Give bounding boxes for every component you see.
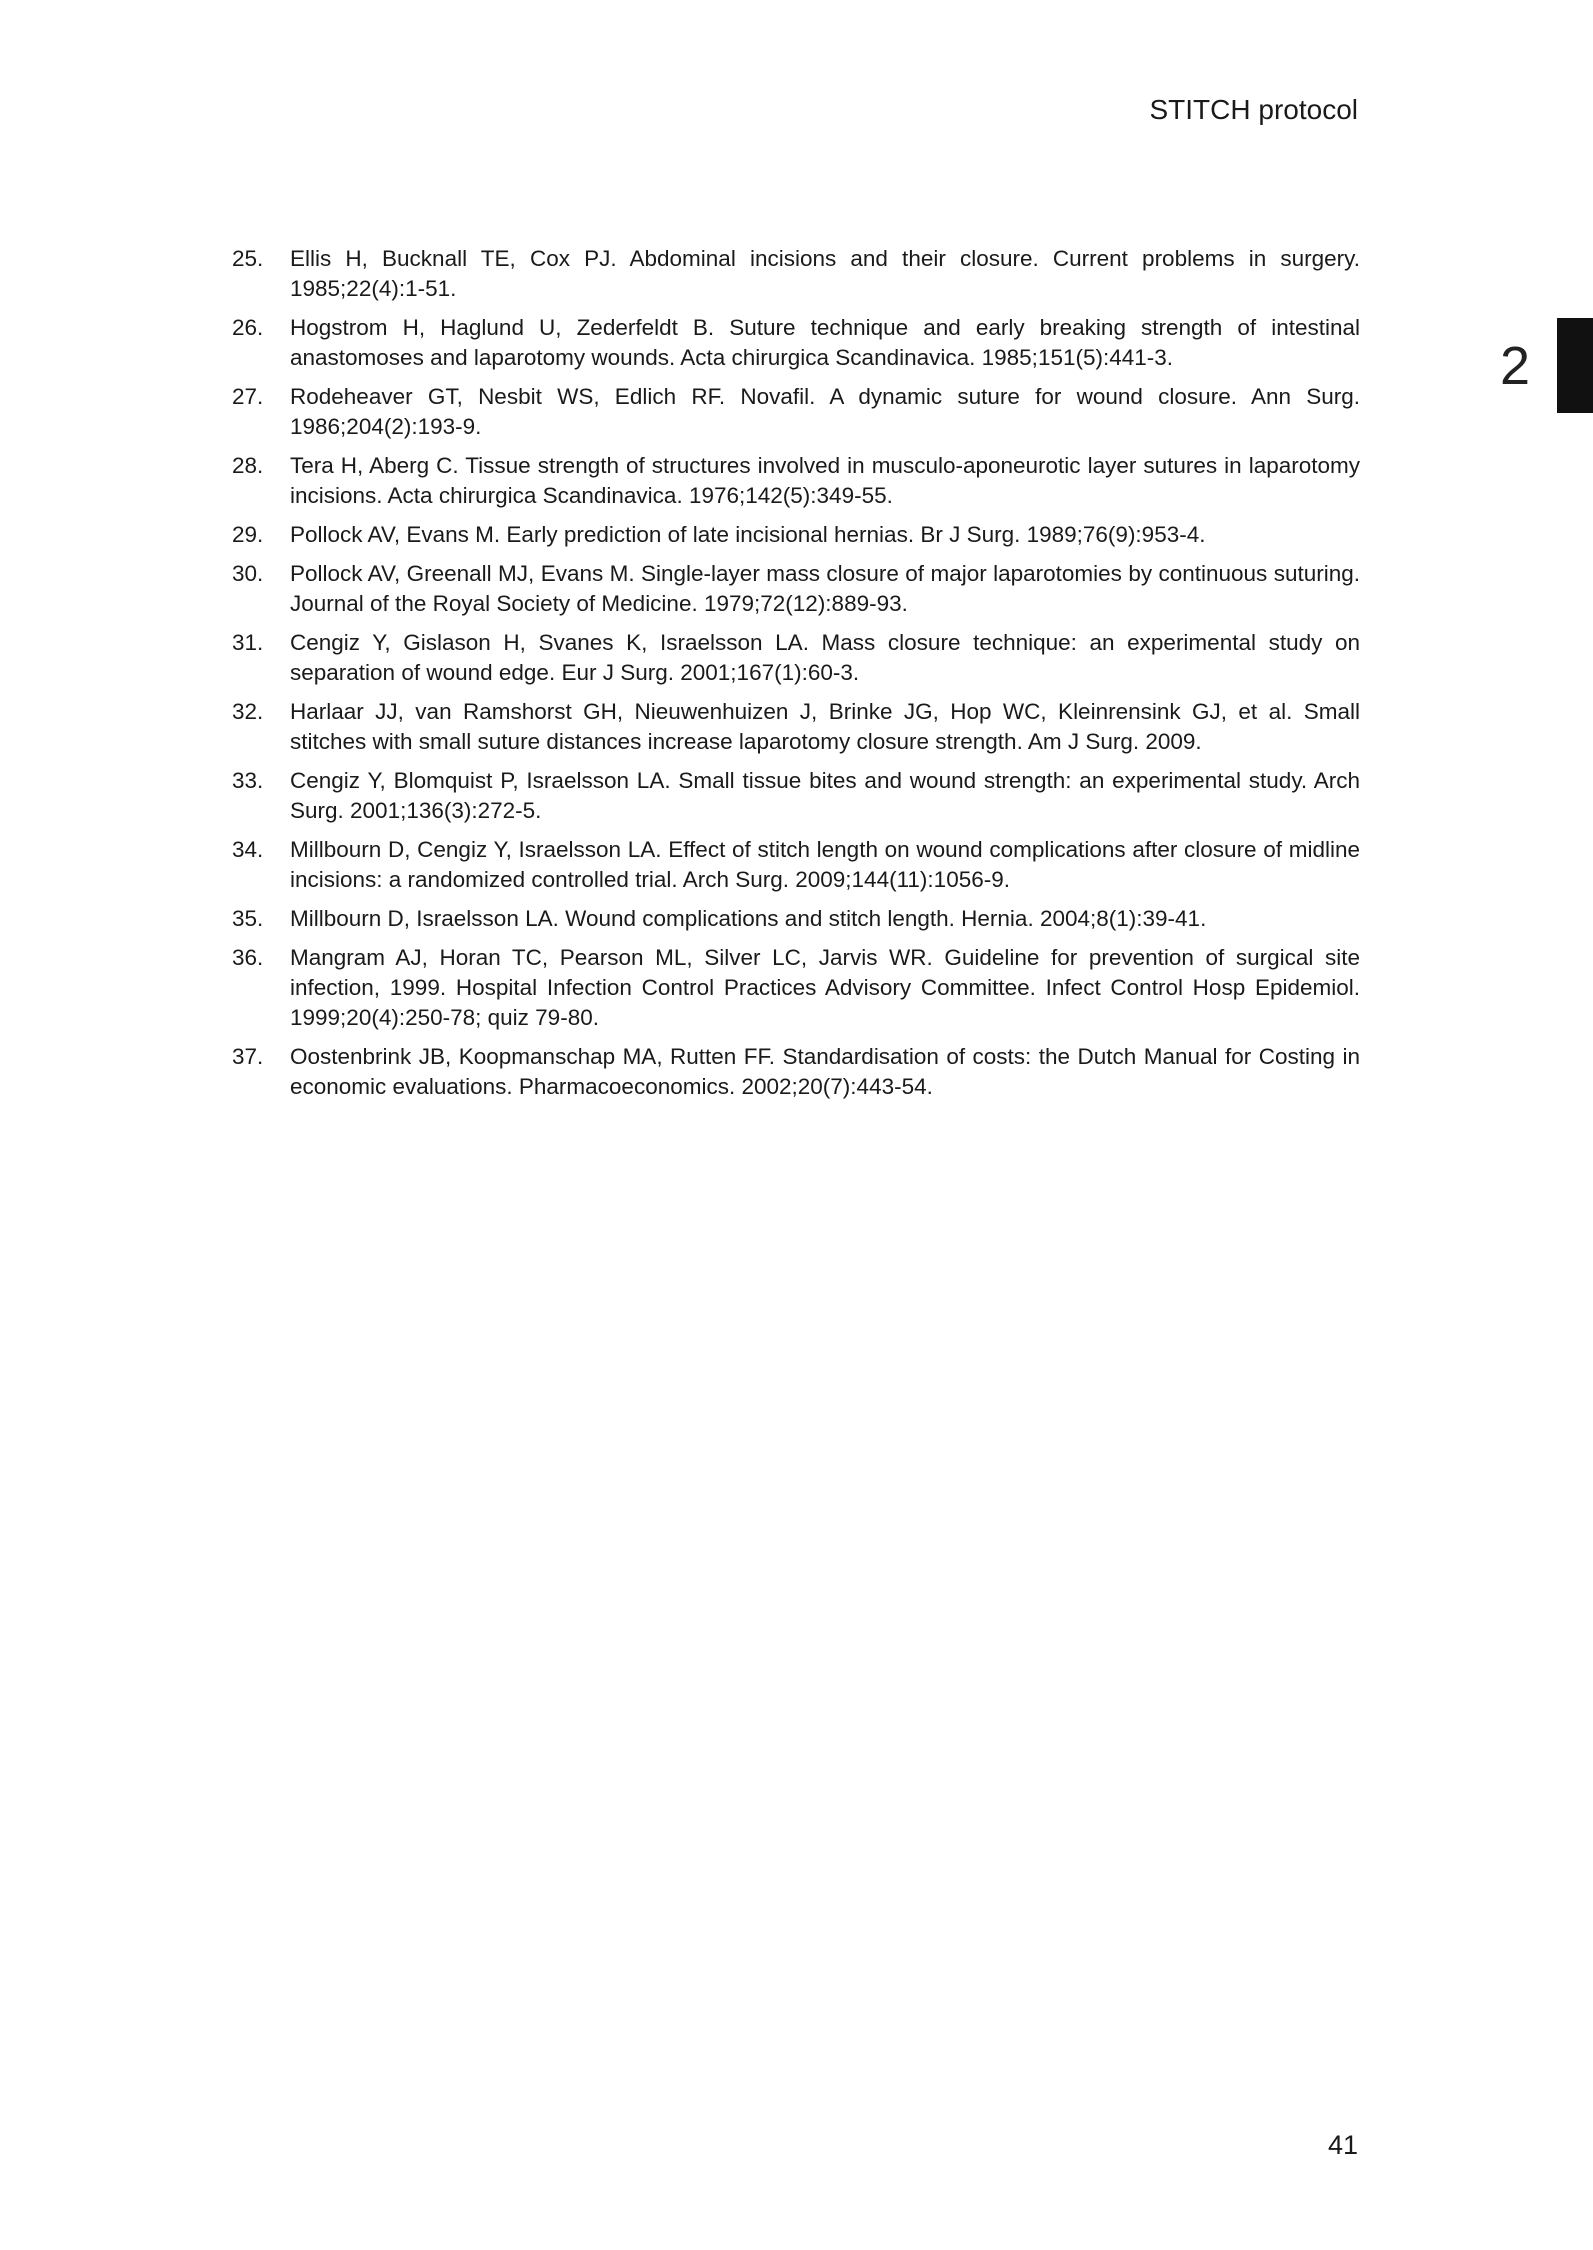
reference-number: 36. [232, 945, 264, 970]
reference-item [232, 382, 1360, 442]
reference-item [232, 697, 1360, 757]
reference-number: 33. [232, 768, 264, 793]
reference-text: Mangram AJ, Horan TC, Pearson ML, Silver LC, Jarvis WR. Guideline for prevention of surgical site infection, 1999. Hospital Infection Control Practices Advisory Committee. Infect Control Hosp Epidemiol. 1999;20(4):250-78; quiz 79-80. [290, 945, 1360, 1030]
reference-text: Cengiz Y, Blomquist P, Israelsson LA. Small tissue bites and wound strength: an experimental study. Arch Surg. 2001;136(3):272-5. [290, 768, 1360, 823]
reference-text: Pollock AV, Evans M. Early prediction of late incisional hernias. Br J Surg. 1989;76(9):953-4. [290, 522, 1206, 547]
reference-item [232, 244, 1360, 304]
page-number: 41 [1327, 2130, 1358, 2160]
reference-item [232, 904, 1360, 934]
reference-number: 34. [232, 837, 264, 862]
reference-number: 32. [232, 699, 264, 724]
reference-number: 28. [232, 453, 264, 478]
reference-text: Oostenbrink JB, Koopmanschap MA, Rutten FF. Standardisation of costs: the Dutch Manual for Costing in economic evaluations. Pharmacoeconomics. 2002;20(7):443-54. [290, 1044, 1360, 1099]
reference-text: Ellis H, Bucknall TE, Cox PJ. Abdominal incisions and their closure. Current problems in surgery. 1985;22(4):1-51. [290, 246, 1360, 301]
reference-item [232, 766, 1360, 826]
reference-item [232, 628, 1360, 688]
reference-number: 35. [232, 906, 264, 931]
reference-text: Cengiz Y, Gislason H, Svanes K, Israelsson LA. Mass closure technique: an experimental study on separation of wound edge. Eur J Surg. 2001;167(1):60-3. [290, 630, 1360, 685]
reference-item [232, 559, 1360, 619]
reference-item [232, 313, 1360, 373]
chapter-number: 2 [1499, 336, 1530, 396]
reference-text: Tera H, Aberg C. Tissue strength of structures involved in musculo-aponeurotic layer sutures in laparotomy incisions. Acta chirurgica Scandinavica. 1976;142(5):349-55. [290, 453, 1360, 508]
reference-item [232, 1042, 1360, 1102]
reference-item [232, 451, 1360, 511]
chapter-tab-marker [1557, 318, 1593, 413]
reference-number: 31. [232, 630, 264, 655]
reference-text: Rodeheaver GT, Nesbit WS, Edlich RF. Novafil. A dynamic suture for wound closure. Ann Surg. 1986;204(2):193-9. [290, 384, 1360, 439]
reference-number: 29. [232, 522, 264, 547]
reference-list [232, 244, 1360, 1111]
reference-text: Harlaar JJ, van Ramshorst GH, Nieuwenhuizen J, Brinke JG, Hop WC, Kleinrensink GJ, et al. Small stitches with small suture distances increase laparotomy closure strength. Am J Surg. 2009. [290, 699, 1360, 754]
running-header: STITCH protocol [1149, 94, 1358, 125]
reference-text: Millbourn D, Cengiz Y, Israelsson LA. Effect of stitch length on wound complications after closure of midline incisions: a randomized controlled trial. Arch Surg. 2009;144(11):1056-9. [290, 837, 1360, 892]
reference-item [232, 943, 1360, 1033]
reference-item [232, 835, 1360, 895]
reference-number: 26. [232, 315, 264, 340]
reference-number: 37. [232, 1044, 264, 1069]
reference-text: Hogstrom H, Haglund U, Zederfeldt B. Suture technique and early breaking strength of intestinal anastomoses and laparotomy wounds. Acta chirurgica Scandinavica. 1985;151(5):441-3. [290, 315, 1360, 370]
reference-number: 25. [232, 246, 264, 271]
reference-number: 30. [232, 561, 264, 586]
reference-item [232, 520, 1360, 550]
reference-text: Pollock AV, Greenall MJ, Evans M. Single-layer mass closure of major laparotomies by continuous suturing. Journal of the Royal Society of Medicine. 1979;72(12):889-93. [290, 561, 1360, 616]
reference-text: Millbourn D, Israelsson LA. Wound complications and stitch length. Hernia. 2004;8(1):39-41. [290, 906, 1207, 931]
reference-number: 27. [232, 384, 264, 409]
